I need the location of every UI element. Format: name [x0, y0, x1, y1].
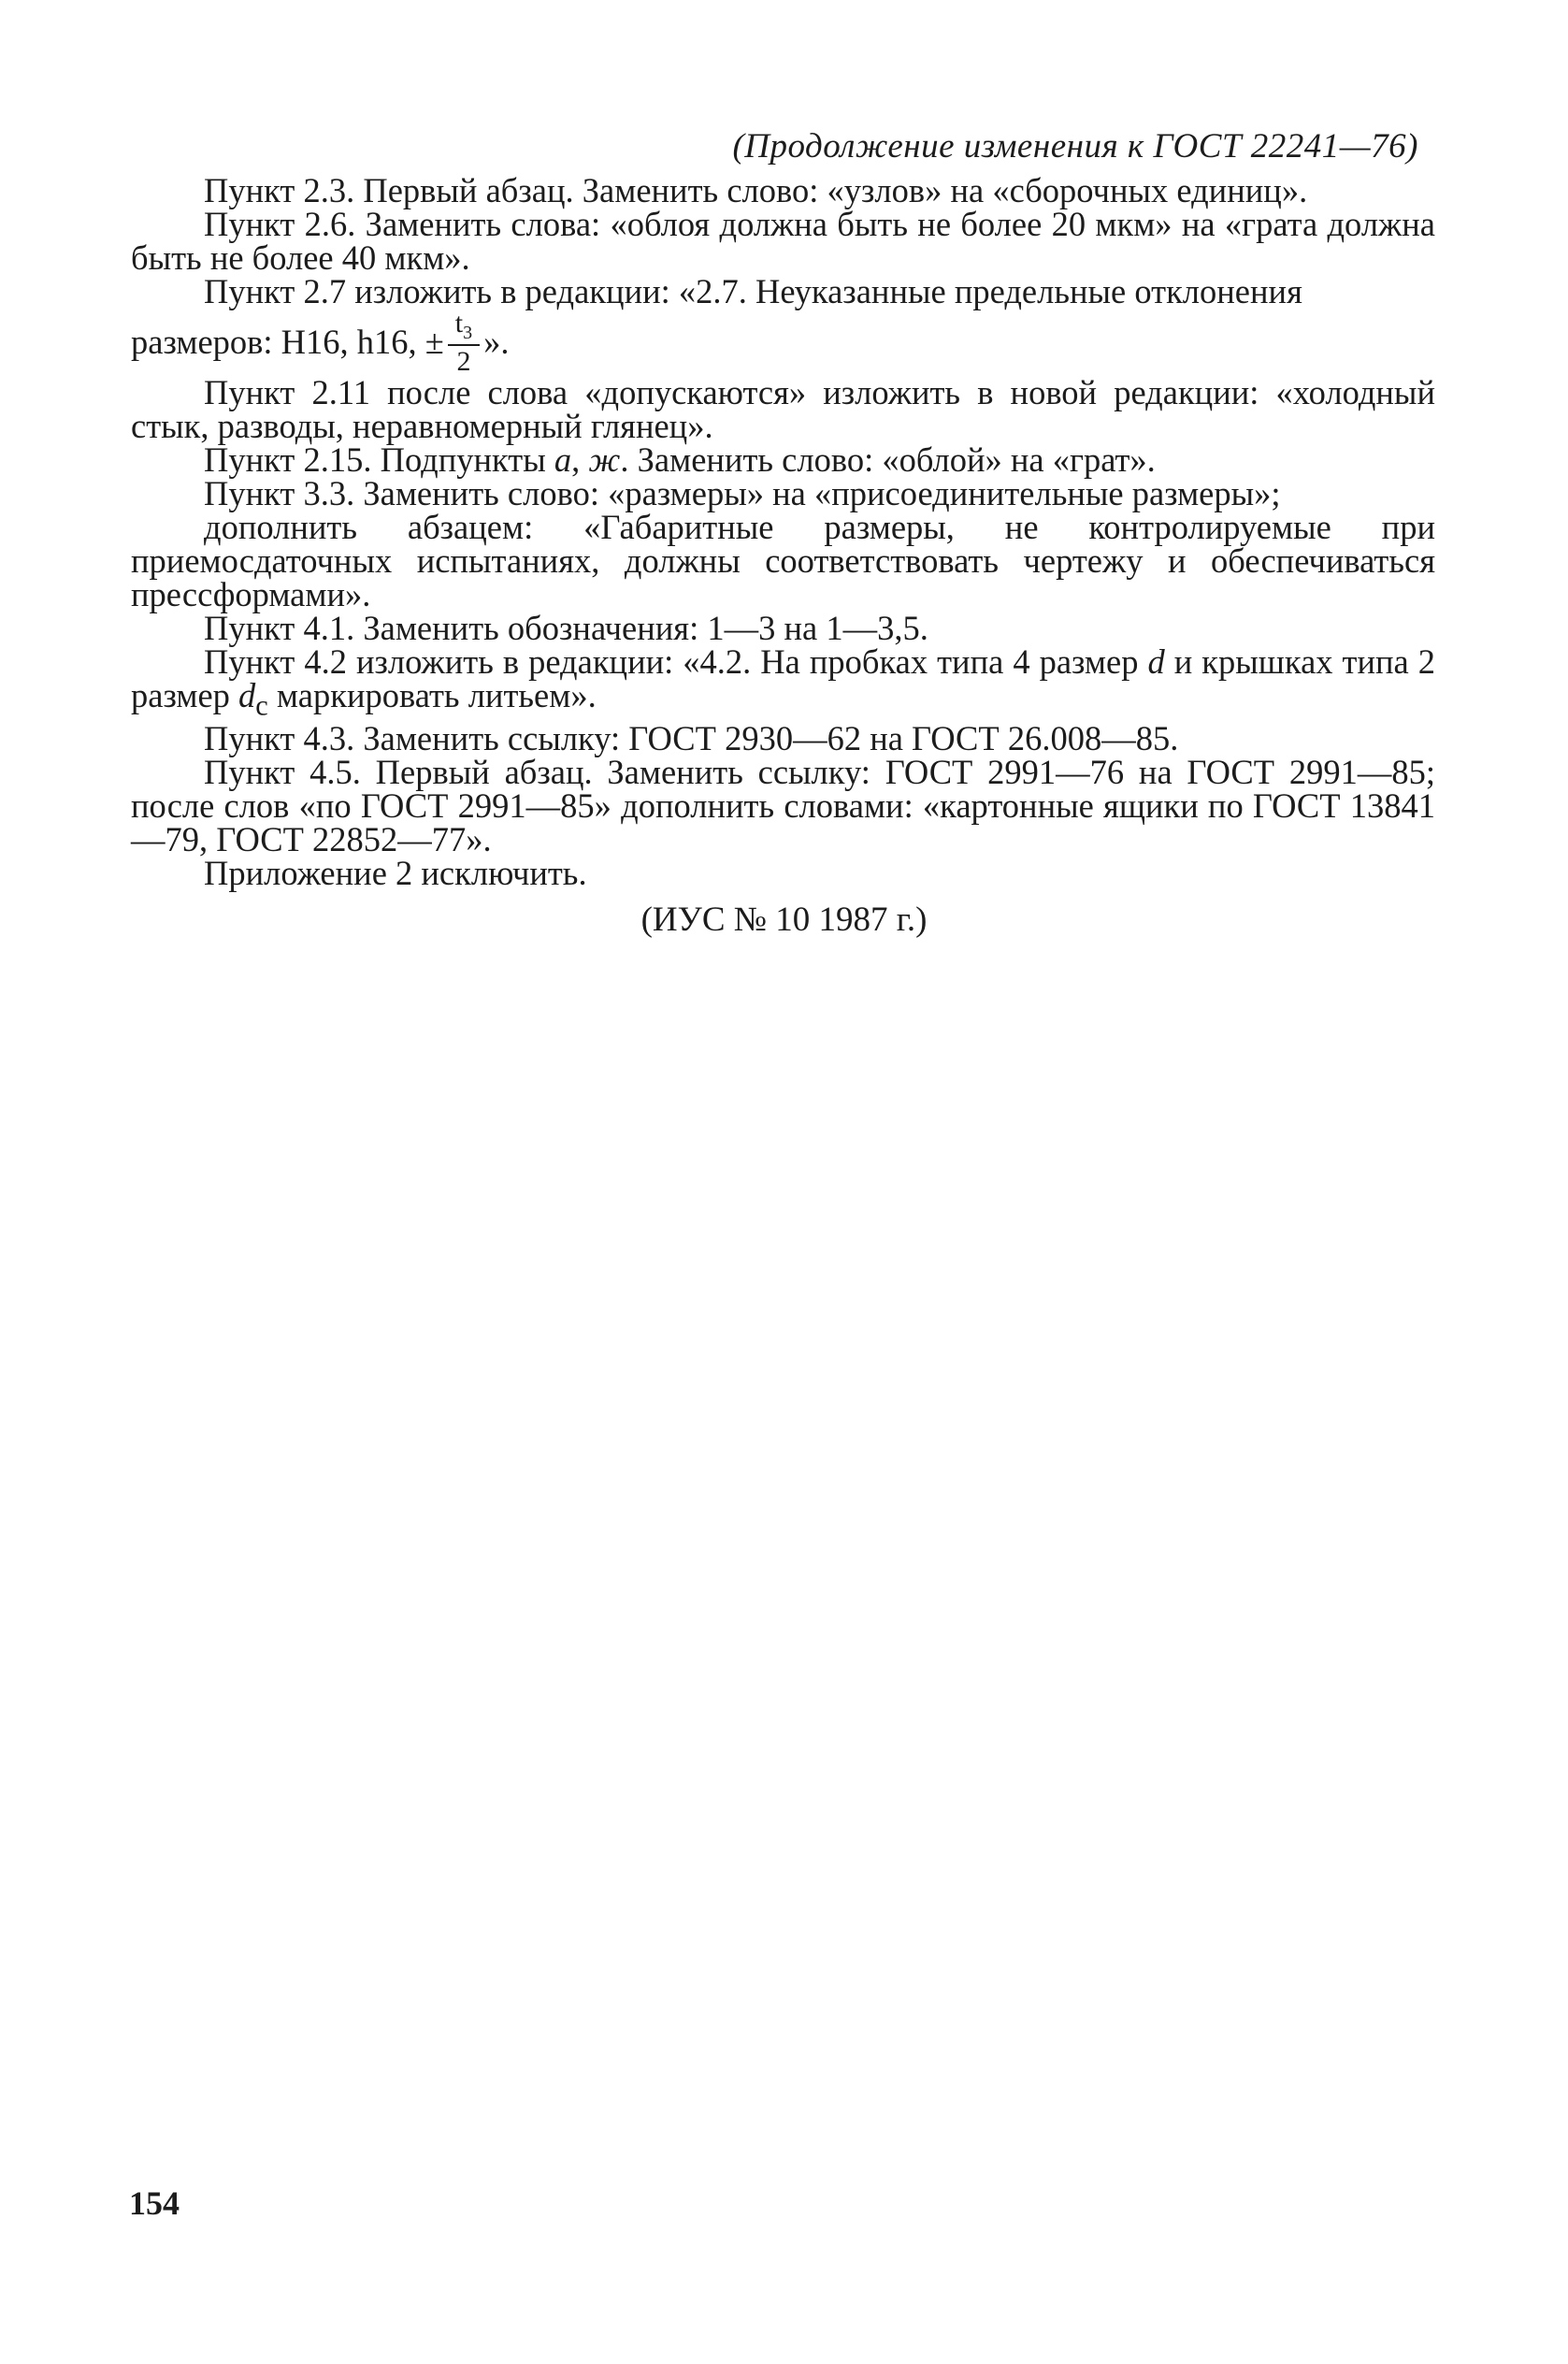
subclause-a: а — [554, 440, 572, 479]
page-number: 154 — [129, 2184, 180, 2222]
clause-4-2 — [131, 642, 1435, 722]
clause-2-15 — [131, 440, 1435, 479]
continuation-header: (Продолжение изменения к ГОСТ 22241—76) — [732, 127, 1418, 166]
clause-2-7-formula — [131, 309, 1435, 376]
clause-2-11: Пункт 2.11 после слова «допускаются» изложить в новой редакции: «холодный стык, разводы, неравномерный глянец». — [131, 373, 1435, 445]
clause-4-2-end: маркировать литьем». — [267, 676, 597, 714]
fraction-denominator: 2 — [456, 345, 471, 377]
clause-2-15-end: . Заменить слово: «облой» на «грат». — [620, 440, 1156, 479]
ius-issue-reference: (ИУС № 10 1987 г.) — [640, 901, 928, 939]
numerator-subscript: 3 — [463, 322, 473, 343]
formula-suffix: ». — [483, 323, 510, 361]
clause-4-5: Пункт 4.5. Первый абзац. Заменить ссылку: ГОСТ 2991—76 на ГОСТ 2991—85; после слов «по ГОСТ 2991—85» дополнить словами: «картонные ящики по ГОСТ 13841—79, ГОСТ 22852—77». — [131, 753, 1435, 859]
fraction-numerator — [448, 307, 480, 346]
dimension-d: d — [1147, 642, 1165, 681]
clause-2-7: Пункт 2.7 изложить в редакции: «2.7. Неуказанные предельные отклонения — [204, 272, 1302, 310]
clause-2-6: Пункт 2.6. Заменить слова: «облоя должна быть не более 20 мкм» на «грата должна быть не более 40 мкм». — [131, 205, 1435, 277]
fraction — [448, 307, 480, 377]
clause-3-3-addition: дополнить абзацем: «Габаритные размеры, не контролируемые при приемосдаточных испытаниях, должны соответствовать чертежу и обеспечиваться прессформами». — [131, 508, 1435, 613]
clause-4-3: Пункт 4.3. Заменить ссылку: ГОСТ 2930—62 на ГОСТ 26.008—85. — [204, 719, 1179, 758]
numerator-symbol: t — [454, 307, 464, 339]
subclause-zh: ж — [588, 440, 621, 479]
clause-4-1: Пункт 4.1. Заменить обозначения: 1—3 на 1—3,5. — [204, 609, 928, 647]
clause-2-15-start: Пункт 2.15. Подпункты — [204, 440, 554, 479]
dimension-dc-subscript: с — [255, 689, 268, 722]
clause-4-2-start: Пункт 4.2 изложить в редакции: «4.2. На пробках типа 4 размер — [204, 642, 1148, 681]
clause-2-15-sep: , — [571, 440, 589, 479]
clause-4-2-mid: и крышках типа 2 размер — [131, 642, 1435, 714]
dimension-dc: d — [238, 676, 256, 714]
clause-2-3: Пункт 2.3. Первый абзац. Заменить слово: «узлов» на «сборочных единиц». — [204, 171, 1308, 209]
clause-3-3: Пункт 3.3. Заменить слово: «размеры» на «присоединительные размеры»; — [204, 474, 1281, 512]
formula-prefix: размеров: Н16, h16, ± — [131, 323, 444, 361]
appendix-2-note: Приложение 2 исключить. — [204, 854, 587, 893]
amendment-body — [131, 171, 1435, 893]
